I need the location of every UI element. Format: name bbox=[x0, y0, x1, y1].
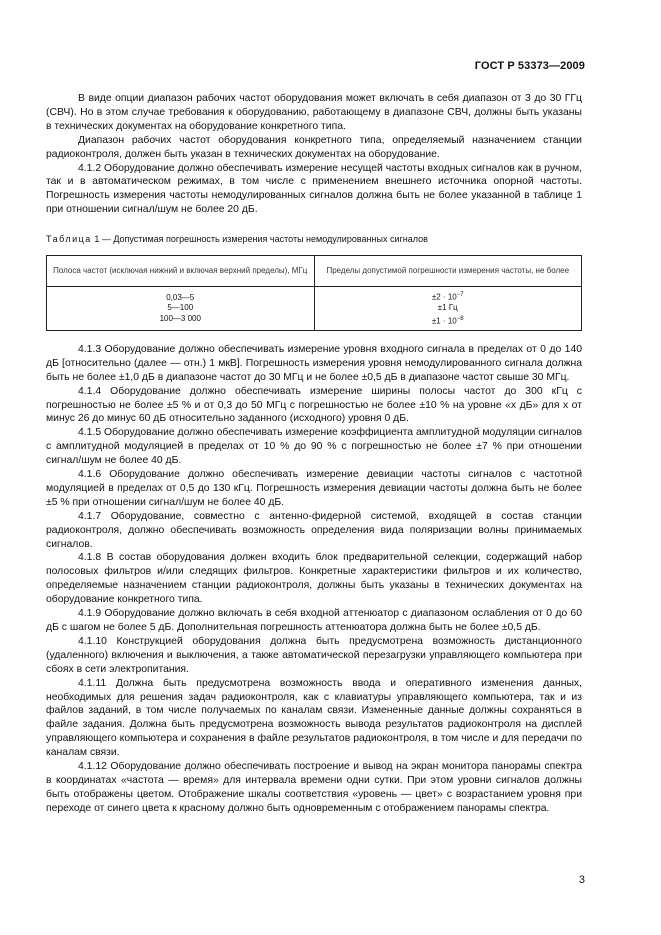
error-value bbox=[321, 303, 576, 314]
paragraph: 4.1.5 Оборудование должно обеспечивать измерение коэффициента амплитудной модуляции сигналов с амплитудной модуляцией в пределах от 10 % до 90 % с погрешностью не более ±7 % при отношении сигнал/шум не более 40 дБ. bbox=[46, 427, 582, 467]
frequency-error-table bbox=[46, 255, 582, 331]
paragraph: 4.1.10 Конструкцией оборудования должна быть предусмотрена возможность дистанционного (удаленного) включения и выключения, а также автоматической перезагрузки управляющего компьютера при сбоях в сети электропитания. bbox=[46, 635, 582, 675]
error-base: ±1 · 10 bbox=[431, 316, 457, 326]
error-value bbox=[321, 290, 576, 303]
table-caption-label: Таблица bbox=[46, 234, 92, 245]
page-number: 3 bbox=[578, 874, 585, 886]
table-header-error: Пределы допустимой погрешности измерения частоты, не более bbox=[314, 256, 582, 287]
table-header-row bbox=[47, 256, 582, 287]
paragraph: 4.1.3 Оборудование должно обеспечивать измерение уровня входного сигнала в пределах от 0 до 140 дБ [относительно (далее — отн.) 1 мкВ]. Погрешность измерения уровня немодулированного сигнала должна быть не более ±1,0 дБ в диапазоне частот до 30 МГц и не более ±0,5 дБ в диапазоне частот свыше 30 МГц. bbox=[46, 343, 582, 383]
document-body bbox=[46, 92, 582, 816]
paragraph: 4.1.7 Оборудование, совместно с антенно-фидерной системой, входящей в состав станции радиоконтроля, должно обеспечивать возможность определения вида поляризации волны принимаемых сигналов. bbox=[46, 510, 582, 550]
paragraph: 4.1.8 В состав оборудования должен входить блок предварительной селекции, содержащий набор полосовых фильтров и/или следящих фильтров. Конкретные характеристики фильтров и их количество, определяемые назначением станции радиоконтроля, должны быть указаны в технических документах на оборудование конкретного типа. bbox=[46, 552, 582, 606]
document-standard-header: ГОСТ Р 53373—2009 bbox=[474, 60, 585, 72]
paragraph: 4.1.2 Оборудование должно обеспечивать измерение несущей частоты входных сигналов как в ручном, так и в автоматическом режимах, в том числе с применением внешнего источника опорной частоты. Погрешность измерения частоты немодулированных сигналов должна быть не более указанной в таблице 1 при отношении сигнал/шум не более 20 дБ. bbox=[46, 162, 582, 216]
table-header-band: Полоса частот (исключая нижний и включая верхний пределы), МГц bbox=[47, 256, 315, 287]
error-exponent: −7 bbox=[456, 292, 464, 299]
band-value: 0,03—5 bbox=[166, 292, 195, 302]
table-cell-errors bbox=[314, 287, 582, 331]
table-row bbox=[47, 287, 582, 331]
paragraph: 4.1.11 Должна быть предусмотрена возможность ввода и оперативного изменения данных, необходимых для решения задач радиоконтроля, как с клавиатуры управляющего компьютера, так и из файлов заданий, в том числе получаемых по каналам связи. Измененные данные должны сохраняться в файле задания. Должна быть предусмотрена возможность вывода результатов радиоконтроля на дисплей управляющего компьютера и сохранения в файле результатов радиоконтроля, в том числе и для передачи по каналам связи. bbox=[46, 677, 582, 759]
error-base: ±2 · 10 bbox=[431, 292, 457, 302]
paragraph: 4.1.4 Оборудование должно обеспечивать измерение ширины полосы частот до 300 кГц с погрешностью не более ±5 % и от 0,3 до 50 МГц с погрешностью не более ±10 % на уровне «x дБ» для x от минус 26 до минус 60 дБ относительно заданного (исходного) уровня 0 дБ. bbox=[46, 385, 582, 425]
paragraph: Диапазон рабочих частот оборудования конкретного типа, определяемый назначением станции радиоконтроля, должен быть указан в технических документах на оборудование. bbox=[46, 134, 582, 160]
error-value bbox=[321, 314, 576, 327]
error-exponent: −8 bbox=[456, 315, 464, 322]
paragraph: 4.1.6 Оборудование должно обеспечивать измерение девиации частоты сигналов с частотной модуляцией в пределах от 0,5 до 130 кГц. Погрешность измерения девиации частоты должна быть не более ±5 % при отношении сигнал/шум не более 40 дБ. bbox=[46, 469, 582, 508]
paragraph: В виде опции диапазон рабочих частот оборудования может включать в себя диапазон от 3 до 30 ГГц (СВЧ). Но в этом случае требования к оборудованию, работающему в диапазоне СВЧ, должны быть указаны в технических документах на оборудование конкретного типа. bbox=[46, 93, 582, 132]
table-caption-text: 1 — Допустимая погрешность измерения частоты немодулированных сигналов bbox=[94, 234, 428, 245]
table-cell-bands bbox=[47, 287, 315, 331]
table-caption bbox=[46, 233, 582, 247]
band-value: 100—3 000 bbox=[159, 313, 201, 323]
error-base: ±1 Гц bbox=[437, 303, 458, 313]
band-value: 5—100 bbox=[167, 303, 194, 313]
paragraph: 4.1.9 Оборудование должно включать в себя входной аттенюатор с диапазоном ослабления от 0 до 60 дБ с шагом не более 5 дБ. Дополнительная погрешность аттенюатора должна быть не более ±0,5 дБ. bbox=[46, 608, 582, 633]
paragraph: 4.1.12 Оборудование должно обеспечивать построение и вывод на экран монитора панорамы спектра в координатах «частота — время» для интервала времени одни сутки. При этом уровни сигналов должны быть отображены цветом. Отображение шкалы соответствия «уровень — цвет» с возрастанием уровня при переходе от синего цвета к красному должно быть одновременным с отображением панорамы спектра. bbox=[46, 761, 582, 814]
